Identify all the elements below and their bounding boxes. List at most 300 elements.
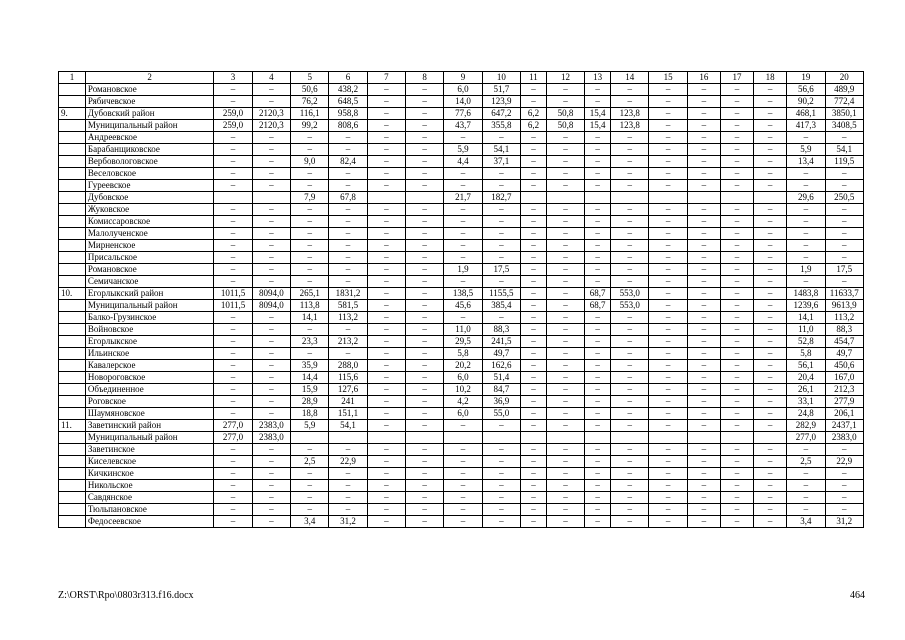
value-cell: –: [546, 288, 584, 300]
value-cell: –: [252, 204, 290, 216]
value-cell: 55,0: [482, 408, 520, 420]
value-cell: –: [754, 408, 787, 420]
value-cell: –: [406, 216, 444, 228]
value-cell: 51,4: [482, 372, 520, 384]
value-cell: 14,1: [787, 312, 825, 324]
value-cell: 54,1: [825, 144, 863, 156]
row-number: [59, 492, 86, 504]
area-name: Войновское: [85, 324, 213, 336]
value-cell: –: [291, 252, 329, 264]
value-cell: –: [521, 420, 547, 432]
value-cell: –: [291, 444, 329, 456]
page-number: 464: [850, 590, 865, 601]
value-cell: –: [521, 468, 547, 480]
value-cell: –: [444, 492, 482, 504]
column-header: 3: [214, 72, 252, 84]
row-number: [59, 120, 86, 132]
value-cell: 31,2: [825, 516, 863, 528]
value-cell: 15,4: [585, 108, 611, 120]
value-cell: –: [214, 456, 252, 468]
table-row: [59, 132, 864, 144]
value-cell: 26,1: [787, 384, 825, 396]
value-cell: –: [585, 468, 611, 480]
value-cell: –: [329, 468, 367, 480]
column-header: 20: [825, 72, 863, 84]
value-cell: –: [649, 96, 687, 108]
table-row: [59, 252, 864, 264]
value-cell: 138,5: [444, 288, 482, 300]
row-number: [59, 516, 86, 528]
value-cell: –: [406, 252, 444, 264]
value-cell: –: [754, 324, 787, 336]
value-cell: 8094,0: [252, 300, 290, 312]
value-cell: –: [214, 228, 252, 240]
column-header: 14: [611, 72, 649, 84]
value-cell: –: [521, 228, 547, 240]
value-cell: –: [585, 516, 611, 528]
value-cell: –: [585, 276, 611, 288]
value-cell: –: [754, 180, 787, 192]
value-cell: –: [482, 504, 520, 516]
value-cell: –: [611, 240, 649, 252]
value-cell: –: [546, 492, 584, 504]
value-cell: –: [214, 372, 252, 384]
value-cell: 116,1: [291, 108, 329, 120]
column-header: 17: [720, 72, 753, 84]
value-cell: [585, 192, 611, 204]
value-cell: –: [611, 168, 649, 180]
value-cell: –: [649, 384, 687, 396]
value-cell: –: [252, 492, 290, 504]
value-cell: –: [406, 156, 444, 168]
value-cell: 1155,5: [482, 288, 520, 300]
value-cell: 6,0: [444, 84, 482, 96]
value-cell: –: [787, 132, 825, 144]
value-cell: –: [521, 144, 547, 156]
value-cell: 4,4: [444, 156, 482, 168]
value-cell: 37,1: [482, 156, 520, 168]
value-cell: 772,4: [825, 96, 863, 108]
value-cell: –: [687, 240, 720, 252]
value-cell: 29,6: [787, 192, 825, 204]
value-cell: –: [214, 84, 252, 96]
value-cell: –: [367, 312, 405, 324]
value-cell: –: [406, 456, 444, 468]
value-cell: –: [367, 300, 405, 312]
value-cell: –: [649, 132, 687, 144]
value-cell: –: [720, 204, 753, 216]
area-name: Егорлыкское: [85, 336, 213, 348]
value-cell: –: [754, 492, 787, 504]
table-row: [59, 156, 864, 168]
value-cell: –: [406, 180, 444, 192]
area-name: Шаумяновское: [85, 408, 213, 420]
value-cell: –: [825, 444, 863, 456]
value-cell: –: [444, 216, 482, 228]
value-cell: –: [787, 468, 825, 480]
value-cell: –: [214, 468, 252, 480]
row-number: [59, 384, 86, 396]
value-cell: –: [611, 372, 649, 384]
value-cell: –: [585, 180, 611, 192]
value-cell: –: [367, 336, 405, 348]
value-cell: –: [367, 456, 405, 468]
value-cell: –: [611, 156, 649, 168]
value-cell: –: [687, 216, 720, 228]
value-cell: 355,8: [482, 120, 520, 132]
area-name: Романовское: [85, 264, 213, 276]
value-cell: –: [720, 144, 753, 156]
value-cell: –: [482, 492, 520, 504]
value-cell: –: [649, 516, 687, 528]
area-name: Малолученское: [85, 228, 213, 240]
value-cell: –: [754, 84, 787, 96]
value-cell: –: [754, 348, 787, 360]
value-cell: –: [406, 492, 444, 504]
value-cell: –: [329, 132, 367, 144]
value-cell: –: [720, 480, 753, 492]
value-cell: –: [585, 132, 611, 144]
area-name: Никольское: [85, 480, 213, 492]
table-row: [59, 360, 864, 372]
value-cell: –: [825, 504, 863, 516]
row-number: [59, 276, 86, 288]
value-cell: –: [482, 480, 520, 492]
value-cell: –: [214, 252, 252, 264]
value-cell: –: [406, 300, 444, 312]
value-cell: –: [611, 360, 649, 372]
value-cell: –: [649, 168, 687, 180]
value-cell: –: [585, 96, 611, 108]
value-cell: –: [585, 228, 611, 240]
value-cell: –: [546, 216, 584, 228]
value-cell: –: [754, 312, 787, 324]
value-cell: 11,0: [787, 324, 825, 336]
value-cell: –: [367, 324, 405, 336]
value-cell: –: [406, 288, 444, 300]
value-cell: –: [367, 264, 405, 276]
column-header: 5: [291, 72, 329, 84]
value-cell: –: [252, 456, 290, 468]
row-number: 10.: [59, 288, 86, 300]
value-cell: –: [252, 264, 290, 276]
value-cell: –: [367, 144, 405, 156]
area-name: Барабанщиковское: [85, 144, 213, 156]
value-cell: –: [787, 204, 825, 216]
value-cell: –: [585, 408, 611, 420]
value-cell: 250,5: [825, 192, 863, 204]
value-cell: 23,3: [291, 336, 329, 348]
value-cell: 288,0: [329, 360, 367, 372]
area-name: Муниципальный район: [85, 120, 213, 132]
value-cell: –: [367, 252, 405, 264]
value-cell: –: [252, 156, 290, 168]
value-cell: –: [521, 300, 547, 312]
value-cell: –: [521, 336, 547, 348]
value-cell: –: [546, 348, 584, 360]
value-cell: –: [687, 348, 720, 360]
value-cell: –: [585, 456, 611, 468]
value-cell: –: [444, 276, 482, 288]
value-cell: –: [291, 348, 329, 360]
value-cell: 6,0: [444, 372, 482, 384]
value-cell: –: [787, 444, 825, 456]
value-cell: –: [214, 360, 252, 372]
row-number: 9.: [59, 108, 86, 120]
value-cell: –: [720, 384, 753, 396]
value-cell: –: [521, 444, 547, 456]
value-cell: –: [367, 348, 405, 360]
area-name: Романовское: [85, 84, 213, 96]
value-cell: 88,3: [482, 324, 520, 336]
value-cell: –: [787, 240, 825, 252]
value-cell: –: [214, 396, 252, 408]
value-cell: [611, 192, 649, 204]
value-cell: –: [585, 444, 611, 456]
value-cell: 10,2: [444, 384, 482, 396]
area-name: Семичанское: [85, 276, 213, 288]
value-cell: –: [367, 420, 405, 432]
value-cell: 45,6: [444, 300, 482, 312]
value-cell: 5,8: [787, 348, 825, 360]
value-cell: –: [367, 276, 405, 288]
value-cell: –: [521, 216, 547, 228]
area-name: Кавалерское: [85, 360, 213, 372]
value-cell: 162,6: [482, 360, 520, 372]
value-cell: 9613,9: [825, 300, 863, 312]
value-cell: –: [444, 516, 482, 528]
value-cell: [720, 432, 753, 444]
value-cell: 241: [329, 396, 367, 408]
value-cell: –: [687, 180, 720, 192]
value-cell: –: [649, 336, 687, 348]
value-cell: –: [367, 240, 405, 252]
value-cell: 3408,5: [825, 120, 863, 132]
value-cell: 4,2: [444, 396, 482, 408]
value-cell: –: [546, 420, 584, 432]
value-cell: –: [252, 144, 290, 156]
value-cell: 14,1: [291, 312, 329, 324]
value-cell: –: [687, 396, 720, 408]
value-cell: –: [720, 264, 753, 276]
value-cell: 22,9: [825, 456, 863, 468]
value-cell: –: [546, 456, 584, 468]
table-row: [59, 336, 864, 348]
column-header: 19: [787, 72, 825, 84]
value-cell: –: [649, 348, 687, 360]
value-cell: [329, 432, 367, 444]
value-cell: –: [754, 144, 787, 156]
value-cell: –: [611, 504, 649, 516]
row-number: [59, 156, 86, 168]
value-cell: –: [329, 444, 367, 456]
value-cell: –: [252, 240, 290, 252]
value-cell: 31,2: [329, 516, 367, 528]
value-cell: –: [367, 228, 405, 240]
value-cell: –: [754, 420, 787, 432]
value-cell: 11,0: [444, 324, 482, 336]
value-cell: –: [406, 372, 444, 384]
value-cell: –: [406, 312, 444, 324]
value-cell: –: [649, 120, 687, 132]
value-cell: –: [291, 168, 329, 180]
value-cell: –: [720, 240, 753, 252]
value-cell: –: [367, 108, 405, 120]
value-cell: 1011,5: [214, 300, 252, 312]
value-cell: [444, 432, 482, 444]
value-cell: –: [444, 228, 482, 240]
value-cell: –: [611, 324, 649, 336]
value-cell: –: [649, 372, 687, 384]
value-cell: –: [585, 312, 611, 324]
value-cell: –: [444, 468, 482, 480]
value-cell: –: [546, 228, 584, 240]
value-cell: –: [687, 444, 720, 456]
value-cell: –: [649, 396, 687, 408]
value-cell: –: [720, 108, 753, 120]
table-row: [59, 216, 864, 228]
row-number: [59, 144, 86, 156]
value-cell: –: [720, 420, 753, 432]
value-cell: –: [482, 456, 520, 468]
value-cell: [546, 432, 584, 444]
value-cell: –: [406, 360, 444, 372]
value-cell: –: [720, 84, 753, 96]
value-cell: 68,7: [585, 288, 611, 300]
value-cell: –: [754, 288, 787, 300]
table-row: [59, 432, 864, 444]
value-cell: –: [367, 384, 405, 396]
value-cell: –: [252, 312, 290, 324]
area-name: Кичкинское: [85, 468, 213, 480]
table-row: [59, 480, 864, 492]
table-row: [59, 228, 864, 240]
value-cell: –: [521, 396, 547, 408]
value-cell: 647,2: [482, 108, 520, 120]
value-cell: –: [482, 180, 520, 192]
value-cell: –: [329, 144, 367, 156]
value-cell: –: [214, 348, 252, 360]
value-cell: –: [252, 228, 290, 240]
value-cell: –: [252, 324, 290, 336]
value-cell: –: [649, 144, 687, 156]
value-cell: –: [611, 480, 649, 492]
area-name: Комиссаровское: [85, 216, 213, 228]
value-cell: –: [787, 504, 825, 516]
value-cell: –: [649, 492, 687, 504]
value-cell: 113,2: [825, 312, 863, 324]
value-cell: 5,9: [444, 144, 482, 156]
value-cell: –: [754, 444, 787, 456]
data-table: [58, 71, 864, 528]
value-cell: –: [787, 228, 825, 240]
value-cell: –: [649, 504, 687, 516]
value-cell: –: [546, 240, 584, 252]
value-cell: 581,5: [329, 300, 367, 312]
value-cell: –: [720, 312, 753, 324]
value-cell: –: [611, 216, 649, 228]
value-cell: –: [611, 312, 649, 324]
area-name: Ильинское: [85, 348, 213, 360]
value-cell: –: [406, 480, 444, 492]
value-cell: –: [649, 84, 687, 96]
value-cell: –: [521, 312, 547, 324]
column-header: 11: [521, 72, 547, 84]
value-cell: [521, 432, 547, 444]
value-cell: –: [521, 504, 547, 516]
value-cell: –: [825, 204, 863, 216]
value-cell: 282,9: [787, 420, 825, 432]
value-cell: –: [649, 156, 687, 168]
value-cell: –: [406, 120, 444, 132]
value-cell: –: [546, 408, 584, 420]
value-cell: 553,0: [611, 300, 649, 312]
value-cell: –: [444, 480, 482, 492]
table-row: [59, 264, 864, 276]
value-cell: –: [367, 156, 405, 168]
value-cell: –: [329, 204, 367, 216]
area-name: Дубовское: [85, 192, 213, 204]
value-cell: –: [406, 96, 444, 108]
row-number: 11.: [59, 420, 86, 432]
value-cell: –: [585, 144, 611, 156]
value-cell: –: [687, 264, 720, 276]
value-cell: –: [291, 504, 329, 516]
value-cell: –: [329, 276, 367, 288]
value-cell: 2383,0: [252, 420, 290, 432]
value-cell: –: [521, 384, 547, 396]
column-header: 4: [252, 72, 290, 84]
value-cell: –: [649, 444, 687, 456]
value-cell: 54,1: [329, 420, 367, 432]
value-cell: –: [611, 336, 649, 348]
value-cell: –: [546, 132, 584, 144]
value-cell: –: [214, 492, 252, 504]
value-cell: –: [521, 324, 547, 336]
value-cell: –: [585, 348, 611, 360]
value-cell: 277,0: [787, 432, 825, 444]
value-cell: 119,5: [825, 156, 863, 168]
value-cell: –: [687, 204, 720, 216]
area-name: Федосеевское: [85, 516, 213, 528]
value-cell: –: [406, 324, 444, 336]
value-cell: –: [585, 240, 611, 252]
table-row: [59, 348, 864, 360]
value-cell: –: [546, 396, 584, 408]
value-cell: –: [367, 96, 405, 108]
row-number: [59, 408, 86, 420]
value-cell: 2,5: [291, 456, 329, 468]
value-cell: –: [521, 180, 547, 192]
area-name: Балко-Грузинское: [85, 312, 213, 324]
value-cell: 182,7: [482, 192, 520, 204]
value-cell: –: [611, 204, 649, 216]
value-cell: –: [329, 228, 367, 240]
value-cell: –: [649, 216, 687, 228]
value-cell: –: [687, 516, 720, 528]
table-row: [59, 168, 864, 180]
table-row: [59, 192, 864, 204]
value-cell: 489,9: [825, 84, 863, 96]
value-cell: –: [546, 504, 584, 516]
value-cell: –: [687, 252, 720, 264]
value-cell: 259,0: [214, 108, 252, 120]
value-cell: –: [546, 324, 584, 336]
value-cell: –: [482, 444, 520, 456]
value-cell: –: [687, 324, 720, 336]
value-cell: 417,3: [787, 120, 825, 132]
value-cell: –: [649, 324, 687, 336]
